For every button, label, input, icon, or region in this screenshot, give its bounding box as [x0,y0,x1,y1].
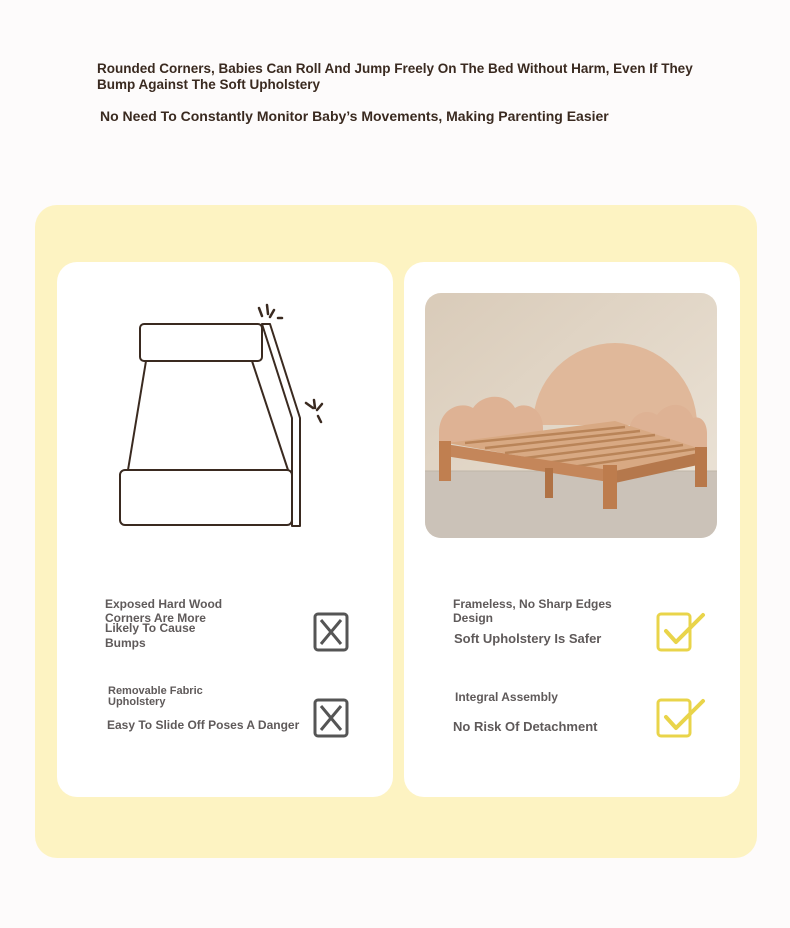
slide-off-danger-label: Easy To Slide Off Poses A Danger [107,718,300,732]
check-box-icon [656,611,706,653]
headline-parenting-easier: No Need To Constantly Monitor Baby’s Movements, Making Parenting Easier [100,108,609,124]
soft-upholstery-label: Soft Upholstery Is Safer [454,631,602,646]
impact-mark-icon [259,305,322,422]
bed-photo [425,293,717,538]
frameless-label-2: Design [453,611,494,625]
frameless-label-1: Frameless, No Sharp Edges [453,597,612,611]
hard-wood-label-3: Likely To Cause [105,621,196,635]
integral-assembly-label: Integral Assembly [455,690,558,704]
x-box-icon [313,698,349,738]
no-detachment-label: No Risk Of Detachment [453,719,598,734]
hard-wood-label-2: Corners Are More [105,611,206,625]
x-box-icon [313,612,349,652]
hard-wood-label-1: Exposed Hard Wood [105,597,223,611]
bed-outline-illustration [110,298,330,533]
removable-fabric-label-1: Removable Fabric [108,685,203,697]
hard-wood-label-4: Bumps [105,636,146,650]
headline-rounded-corners: Rounded Corners, Babies Can Roll And Jump Freely On The Bed Without Harm, Even If They Bump Against The Soft Upholstery [97,61,693,92]
removable-fabric-label-2: Upholstery [108,696,166,708]
check-box-icon [656,697,706,739]
